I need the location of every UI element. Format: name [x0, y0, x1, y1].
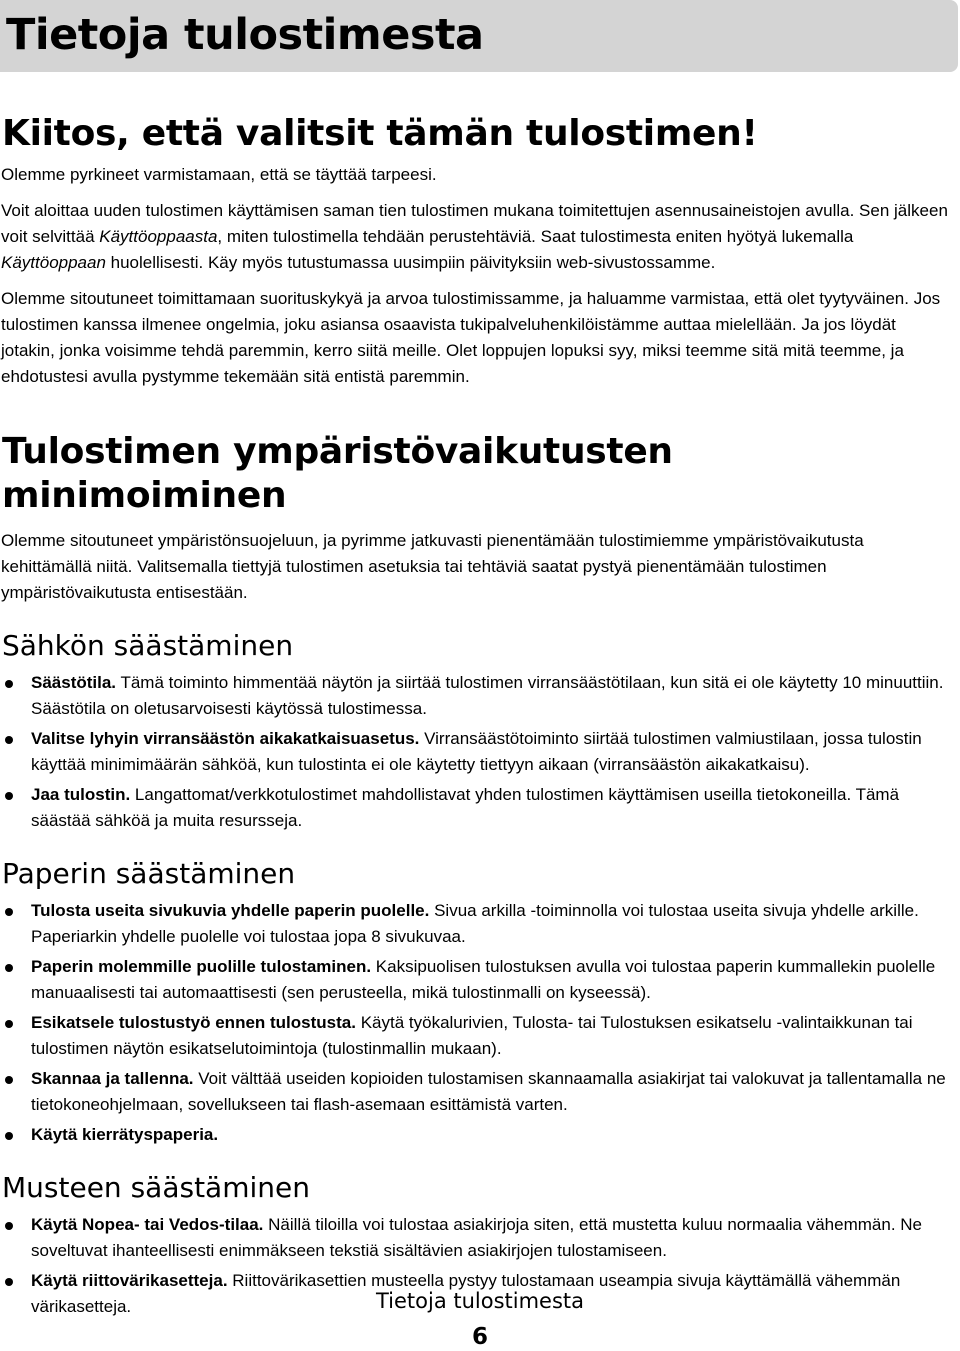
- text-run: huolellisesti. Käy myös tutustumassa uusimpiin päivityksiin web-sivustossamme.: [105, 253, 716, 272]
- header-bar: [0, 0, 958, 72]
- page-title: Tietoja tulostimesta: [6, 10, 484, 60]
- text-run: Voit aloittaa uuden tulostimen käyttämisen saman tien tulostimen mukana toimitettujen asennusaineistojen avulla. Sen jälkeen voit selvittää: [1, 201, 948, 246]
- item-title: Käytä kierrätyspaperia.: [31, 1125, 219, 1144]
- list-item: [0, 954, 959, 1006]
- item-title: Skannaa ja tallenna.: [31, 1069, 194, 1088]
- list-item: [0, 1212, 959, 1264]
- list-item: [0, 898, 959, 950]
- heading-paper-saving: Paperin säästäminen: [2, 857, 296, 890]
- bullet-icon: [5, 908, 13, 916]
- bullet-icon: [5, 736, 13, 744]
- paragraph-thanks-commitment: Olemme sitoutuneet toimittamaan suorituskykyä ja arvoa tulostimissamme, ja haluamme varmistaa, että olet tyytyväinen. Jos tulostimen kanssa ilmenee ongelmia, joku asiansa osaavista tukipalveluhenkilöistämme auttaa mielellään. Ja jos löydät jotakin, jonka voisimme tehdä paremmin, kerro siitä meille. Olet loppujen lopuksi syy, miksi teemme sitä mitä teemme, ja ehdotustesi avulla pystymme tekemään sitä entistä paremmin.: [1, 289, 941, 386]
- heading-ink-saving: Musteen säästäminen: [2, 1171, 310, 1204]
- item-title: Paperin molemmille puolille tulostaminen.: [31, 957, 372, 976]
- item-title: Jaa tulostin.: [31, 785, 131, 804]
- page-content: [0, 112, 960, 1324]
- list-item: [0, 1066, 959, 1118]
- item-text: Virransäästötoiminto siirtää tulostimen valmiustilaan, jossa tulostin käyttää minimimäärän sähköä, kun tulostinta ei ole käytetty tiettyyn aikaan (virransäästön aikakatkaisu).: [31, 729, 922, 774]
- item-title: Säästötila.: [31, 673, 117, 692]
- bullet-icon: [5, 964, 13, 972]
- user-guide-reference: Käyttöoppaan: [1, 253, 106, 272]
- bullet-icon: [5, 1278, 13, 1286]
- item-text: Käytä työkalurivien, Tulosta- tai Tulostuksen esikatselu -valintaikkunan tai tulostimen näytön esikatselutoimintoja (tulostinmallin mukaan).: [31, 1013, 913, 1058]
- paragraph-thanks-getting-started: [0, 198, 951, 276]
- power-saving-list: [0, 670, 960, 834]
- list-item: [0, 1122, 959, 1148]
- list-item: [0, 782, 959, 834]
- paragraph-environment: Olemme sitoutuneet ympäristönsuojeluun, ja pyrimme jatkuvasti pienentämään tulostimiemme ympäristövaikutusta kehittämällä niitä. Valitsemalla tiettyjä tulostimen asetuksia tai tehtäviä saatat pystyä pienentämään tulostimen ympäristövaikutusta entisestään.: [1, 531, 864, 602]
- item-text: Kaksipuolisen tulostuksen avulla voi tulostaa paperin kummallekin puolelle manuaalisesti tai automaattisesti (sen perusteella, mikä tulostinmalli on kyseessä).: [31, 957, 936, 1002]
- footer-title: Tietoja tulostimesta: [375, 1289, 585, 1313]
- bullet-icon: [5, 1020, 13, 1028]
- bullet-icon: [5, 1132, 13, 1140]
- item-title: Käytä riittovärikasetteja.: [31, 1271, 228, 1290]
- item-text: Langattomat/verkkotulostimet mahdollistavat yhden tulostimen käyttämisen useilla tietokoneilla. Tämä säästää sähköä ja muita resursseja.: [31, 785, 900, 830]
- list-item: [0, 670, 959, 722]
- heading-thanks: Kiitos, että valitsit tämän tulostimen!: [2, 113, 758, 154]
- bullet-icon: [5, 1222, 13, 1230]
- user-guide-reference: Käyttöoppaasta: [99, 227, 218, 246]
- item-title: Käytä Nopea- tai Vedos-tilaa.: [31, 1215, 264, 1234]
- item-title: Tulosta useita sivukuvia yhdelle paperin puolelle.: [31, 901, 430, 920]
- heading-power-saving: Sähkön säästäminen: [2, 629, 294, 662]
- item-text: Sivua arkilla -toiminnolla voi tulostaa useita sivuja yhdelle arkille. Paperiarkin yhdelle puolelle voi tulostaa jopa 8 sivukuvaa.: [31, 901, 919, 946]
- list-item: [0, 1010, 959, 1062]
- bullet-icon: [5, 792, 13, 800]
- item-text: Näillä tiloilla voi tulostaa asiakirjoja siten, että mustetta kuluu normaalia vähemmän. Ne soveltuvat ihanteellisesti enimmäkseen tekstiä sisältävien asiakirjojen tulostamiseen.: [31, 1215, 922, 1260]
- text-run: , miten tulostimella tehdään perustehtäviä. Saat tulostimesta eniten hyötyä lukemalla: [217, 227, 854, 246]
- item-title: Esikatsele tulostustyö ennen tulostusta.: [31, 1013, 356, 1032]
- paper-saving-list: [0, 898, 960, 1148]
- bullet-icon: [5, 1076, 13, 1084]
- bullet-icon: [5, 680, 13, 688]
- paragraph-thanks-intro: Olemme pyrkineet varmistamaan, että se täyttää tarpeesi.: [1, 165, 437, 184]
- page-number: 6: [471, 1324, 488, 1350]
- list-item: [0, 726, 959, 778]
- item-title: Valitse lyhyin virransäästön aikakatkaisuasetus.: [31, 729, 420, 748]
- item-text: Voit välttää useiden kopioiden tulostamisen skannaamalla asiakirjat tai valokuvat ja tallentamalla ne tietokoneohjelmaan, sovellukseen tai flash-asemaan esittämistä varten.: [31, 1069, 946, 1114]
- heading-environment: Tulostimen ympäristövaikutusten minimoiminen: [2, 431, 673, 516]
- item-text: Riittovärikasettien musteella pystyy tulostamaan useampia sivuja käyttämällä vähemmän värikasetteja.: [31, 1271, 901, 1316]
- item-text: Tämä toiminto himmentää näytön ja siirtää tulostimen virransäästötilaan, kun sitä ei ole käytetty 10 minuuttiin. Säästötila on oletusarvoisesti käytössä tulostimessa.: [31, 673, 944, 718]
